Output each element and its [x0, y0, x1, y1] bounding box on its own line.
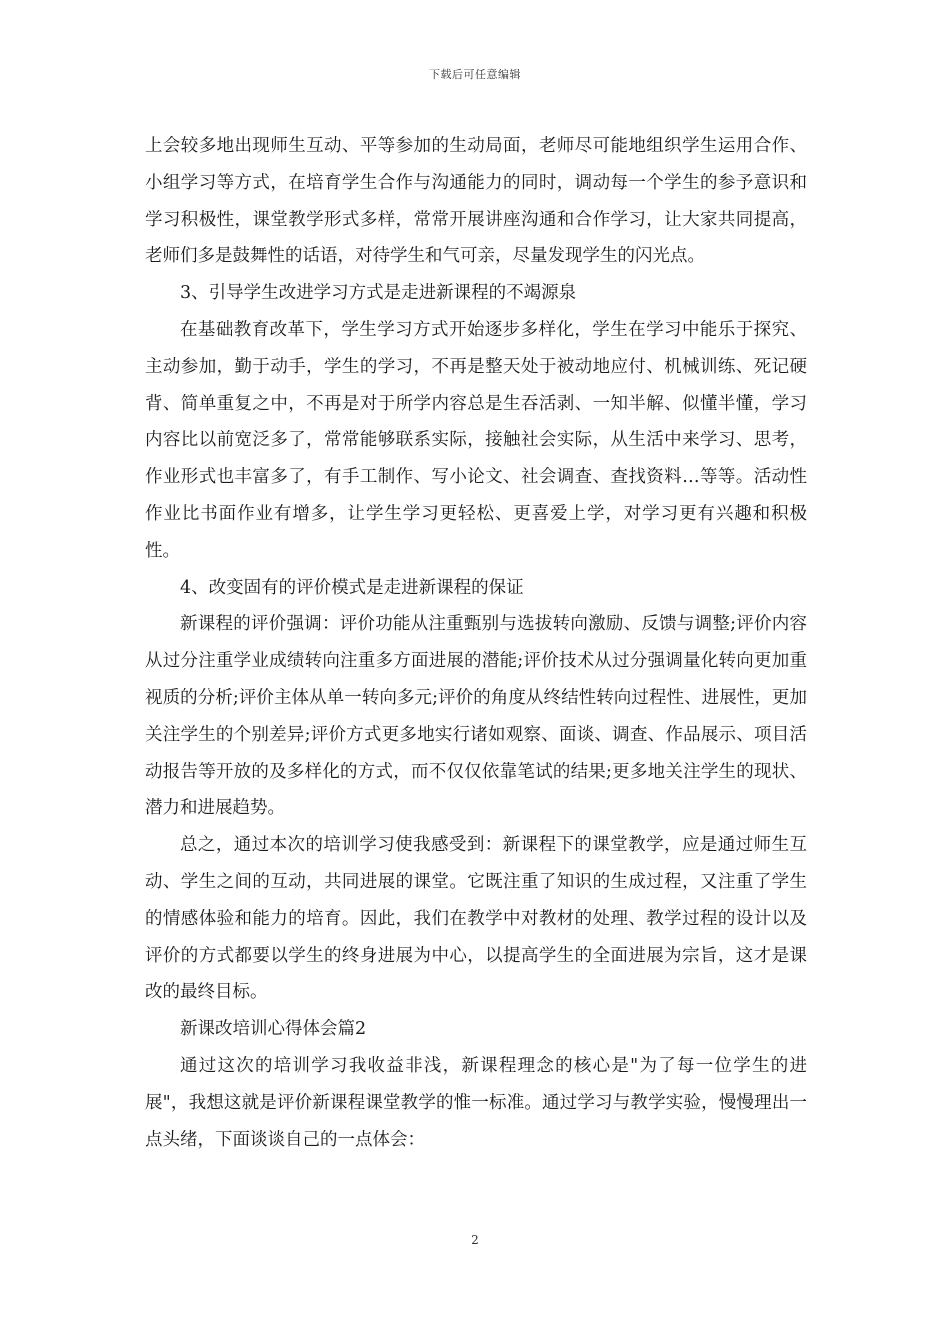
- page-number: 2: [471, 1233, 479, 1247]
- paragraph-evaluation: 新课程的评价强调：评价功能从注重甄别与选拔转向激励、反馈与调整;评价内容从过分注重学业成绩转向注重多方面进展的潜能;评价技术从过分强调量化转向更加重视质的分析;评价主体从单一转向多元;评价的角度从终结性转向过程性、进展性，更加关注学生的个别差异;评价方式更多地实行诸如观察、面谈、调查、作品展示、项目活动报告等开放的及多样化的方式，而不仅仅依靠笔试的结果;更多地关注学生的现状、潜力和进展趋势。: [145, 614, 807, 819]
- document-body: [145, 128, 807, 1158]
- paragraph-part-2-intro: 通过这次的培训学习我收益非浅，新课程理念的核心是"为了每一位学生的进展"，我想这就是评价新课程课堂教学的惟一标准。通过学习与教学实验，慢慢理出一点头绪，下面谈谈自己的一点体会：: [145, 1055, 807, 1150]
- article-title-part-2: 新课改培训心得体会篇2: [180, 1019, 367, 1040]
- page-header: 下载后可任意编辑: [429, 68, 521, 81]
- paragraph-learning-methods: 在基础教育改革下，学生学习方式开始逐步多样化，学生在学习中能乐于探究、主动参加，勤于动手，学生的学习，不再是整天处于被动地应付、机械训练、死记硬背、简单重复之中，不再是对于所学内容总是生吞活剥、一知半解、似懂半懂，学习内容比以前宽泛多了，常常能够联系实际，接触社会实际，从生活中来学习、思考，作业形式也丰富多了，有手工制作、写小论文、社会调查、查找资料…等等。活动性作业比书面作业有增多，让学生学习更轻松、更喜爱上学，对学习更有兴趣和积极性。: [145, 319, 807, 561]
- section-heading-4: 4、改变固有的评价模式是走进新课程的保证: [180, 577, 524, 598]
- paragraph-summary: 总之，通过本次的培训学习使我感受到：新课程下的课堂教学，应是通过师生互动、学生之间的互动，共同进展的课堂。它既注重了知识的生成过程，又注重了学生的情感体验和能力的培育。因此，我们在教学中对教材的处理、教学过程的设计以及评价的方式都要以学生的终身进展为中心，以提高学生的全面进展为宗旨，这才是课改的最终目标。: [145, 835, 807, 1003]
- section-heading-3: 3、引导学生改进学习方式是走进新课程的不竭源泉: [180, 283, 577, 304]
- paragraph-continuation: 上会较多地出现师生互动、平等参加的生动局面，老师尽可能地组织学生运用合作、小组学习等方式，在培育学生合作与沟通能力的同时，调动每一个学生的参予意识和学习积极性，课堂教学形式多样，常常开展讲座沟通和合作学习，让大家共同提高，老师们多是鼓舞性的话语，对待学生和气可亲，尽量发现学生的闪光点。: [145, 136, 807, 267]
